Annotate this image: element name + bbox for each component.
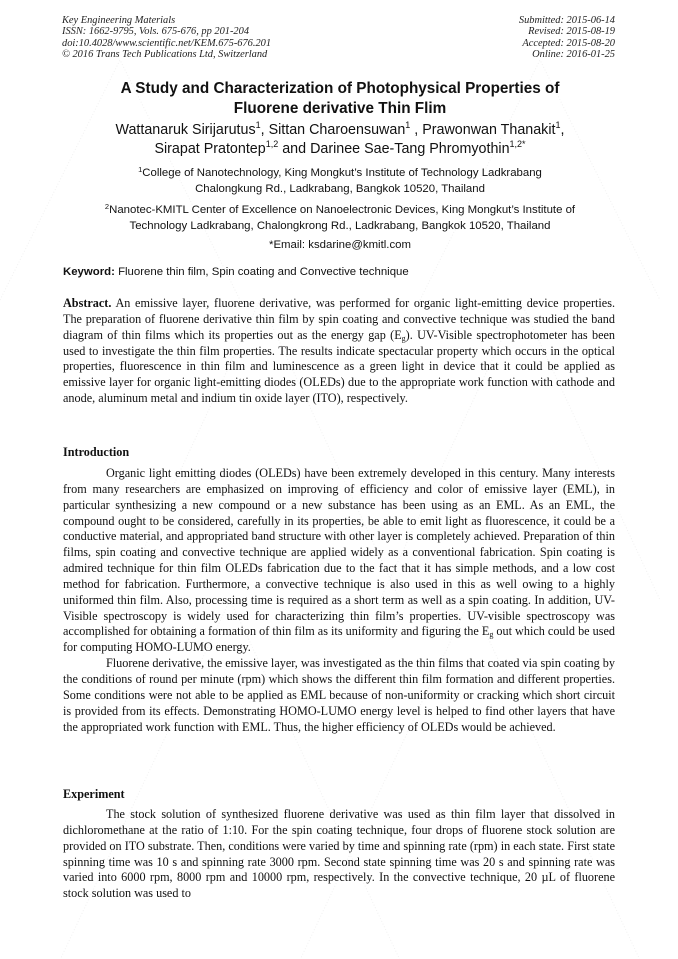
- journal-info: [62, 15, 271, 60]
- accepted-date: Accepted: 2015-08-20: [522, 37, 615, 49]
- author-affil-sup: 1: [255, 120, 261, 130]
- revised-date: Revised: 2015-08-19: [528, 26, 615, 38]
- author-name: Wattanaruk Sirijarutus: [115, 122, 256, 138]
- author-name: Sittan Charoensuwan: [268, 122, 406, 138]
- authors-line-2: Sirapat Pratontep$^{1,2}$ and Darinee Sae-Tang Phromyothin$^{1,2*}$: [154, 139, 526, 157]
- author-name: Prawonwan Thanakit: [422, 122, 556, 138]
- paragraph: Organic light emitting diodes (OLEDs) have been extremely developed in this century. Many interests from many researchers are emphasized on improving of efficiency and color of emissive layer (EML), in particular synthesizing a new compound or a new substance has been using as an EML. As an EML, the compound ought to be considered, carefully in its properties, be able to emit light as fluorescence, it could be a conductive material, and appropriated band structure with other layer is completely achieved. Preparation of thin films, spin coating and convective technique are applied widely as a conventional fabrication. Spin coating is admired technique for thin film OLEDs fabrication due to the fact that it has simple methods, and a low cost method for fabrication. Furthermore, a convective technique is also used in this as well owing to a highly uniformed thin film. Also, processing time is required as a short term as well as a spin coating. In addition, UV-Visible spectroscopy is widely used for characterizing thin film’s properties. UV-visible spectroscopy was accomplished for obtaining a formation of thin film as its uniformity and figuring the $E_g$ out which could be used for computing HOMO-LUMO energy.: [63, 466, 616, 655]
- introduction-body: [63, 466, 615, 735]
- section-heading-introduction: Introduction: [63, 445, 130, 459]
- keyword-text: Fluorene thin film, Spin coating and Convective technique: [114, 266, 409, 278]
- journal-name: Key Engineering Materials: [62, 15, 176, 26]
- paragraph: The stock solution of synthesized fluorene derivative was used as thin film layer that dissolved in dichloromethane at the ratio of 1:10. For the spin coating technique, four drops of fluorene stock solution are provided on ITO substrate. Then, conditions were varied by time and spinning rate (rpm) in each state. First state spinning time was 10 s and spinning rate 3000 rpm. Second state spinning time was 20 s and spinning rate was varied into 6000 rpm, 8000 rpm and 10000 rpm, respectively. In the convective technique, 20 µL of fluorene stock solution was used to: [63, 807, 615, 901]
- section-heading-experiment: Experiment: [63, 787, 125, 801]
- author-affil-sup: 1: [555, 120, 561, 130]
- author-affil-sup: 1,2*: [509, 139, 526, 149]
- author-name: Sirapat Pratontep: [154, 141, 266, 157]
- online-date: Online: 2016-01-25: [532, 48, 615, 60]
- title-line-2: Fluorene derivative Thin Flim: [233, 100, 447, 117]
- affiliation-1: $^1$College of Nanotechnology, King Mongkut’s Institute of Technology Ladkrabang Chalongkung Rd., Ladkrabang, Bangkok 10520, Thailand: [138, 165, 542, 195]
- copyright-line: © 2016 Trans Tech Publications Ltd, Switzerland: [62, 48, 268, 60]
- doi-line: doi:10.4028/www.scientific.net/KEM.675-676.201: [62, 37, 272, 49]
- author-affil-sup: 1: [405, 120, 411, 130]
- paragraph: Fluorene derivative, the emissive layer, was investigated as the thin films that coated via spin coating by the conditions of round per minute (rpm) which shows the different thin film formation and different properties. Some conditions were not able to be applied as EML because of non-uniformity or cracking which short circuit is provided from its effects. Demonstrating HOMO-LUMO energy level is helped to find other layers that have the appropriated work function with EML. Thus, the higher efficiency of OLEDs would be achieved.: [63, 656, 615, 734]
- corresponding-email: *Email: ksdarine@kmitl.com: [269, 239, 411, 251]
- paper-title: [60, 79, 620, 119]
- experiment-body: [63, 807, 615, 902]
- authors-line-1: Wattanaruk Sirijarutus$^1$, Sittan Charoensuwan$^1$ , Prawonwan Thanakit$^1$,: [115, 120, 565, 138]
- author-list: [40, 121, 640, 159]
- author-affil-sup: 1,2: [265, 139, 279, 149]
- affiliation-2: $^2$Nanotec-KMITL Center of Excellence on Nanoelectronic Devices, King Mongkut’s Institute of Technology Ladkrabang, Chalongkrong Rd., Ladkrabang, Bangkok 10520, Thailand: [104, 202, 576, 232]
- issn-line: ISSN: 1662-9795, Vols. 675-676, pp 201-204: [62, 26, 250, 38]
- submitted-date: Submitted: 2015-06-14: [518, 15, 615, 26]
- abstract-label: Abstract.: [63, 296, 112, 310]
- abstract: Abstract. An emissive layer, fluorene derivative, was performed for organic light-emitting device properties. The preparation of fluorene derivative thin film by spin coating and convective technique was studied the band diagram of thin films which its properties out as the energy gap $(E_g)$. UV-Visible spectrophotometer has been used to investigate the thin film properties. The results indicate spectacular property which occurs in the optical properties, fluorescence in thin film and luminescence as a green light in device that it could be applied as emissive layer for organic light-emitting diodes (OLEDs) due to the appropriate work function with cathode and anode, aluminum metal and indium tin oxide layer (ITO), respectively.: [63, 296, 615, 406]
- keyword-label: Keyword:: [63, 266, 115, 278]
- title-line-1: A Study and Characterization of Photophysical Properties of: [120, 80, 560, 97]
- publication-dates: [519, 15, 615, 60]
- author-name: Darinee Sae-Tang Phromyothin: [310, 141, 510, 157]
- keywords: [63, 266, 409, 278]
